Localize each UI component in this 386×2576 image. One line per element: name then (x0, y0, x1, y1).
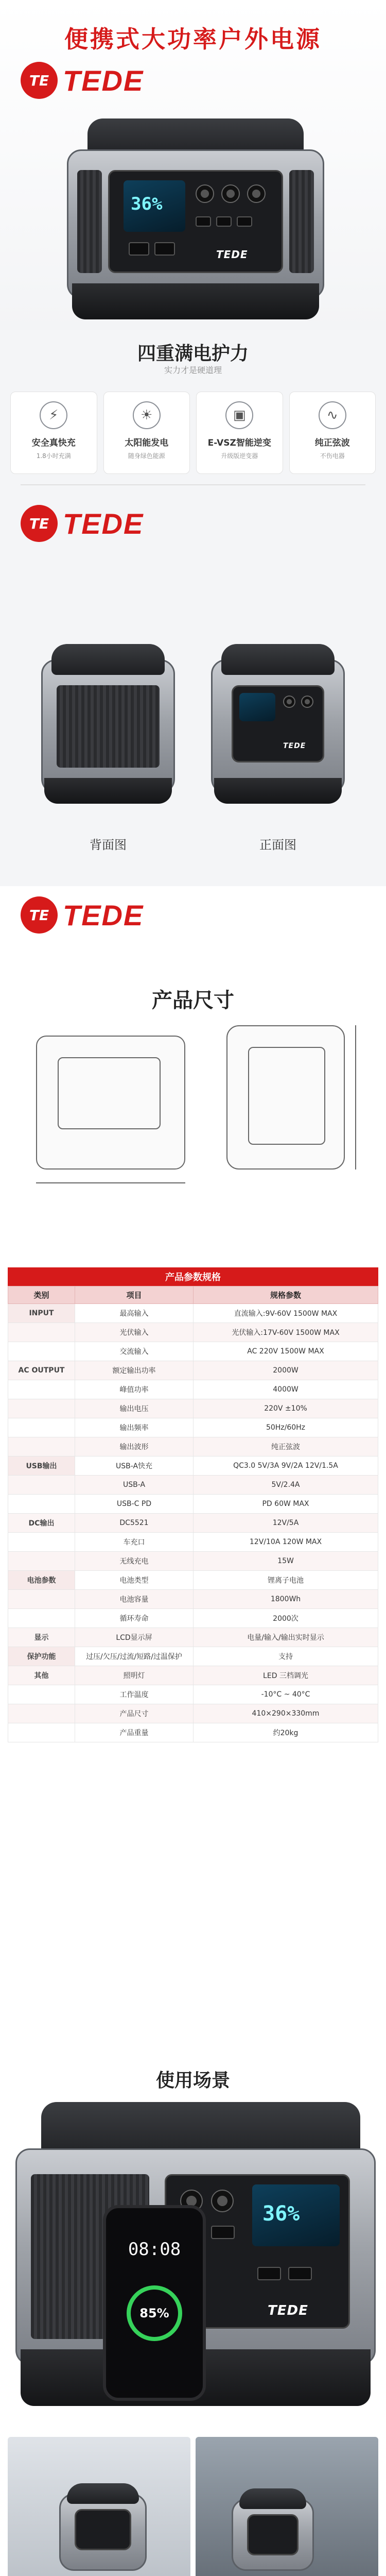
spec-category: DC输出 (8, 1514, 75, 1533)
brand-word: TEDE (63, 64, 144, 97)
spec-row (8, 1342, 378, 1361)
width-dimension-line (36, 1182, 185, 1183)
feature-name: 安全真快充 (31, 438, 76, 448)
spec-value: 50Hz/60Hz (194, 1418, 378, 1437)
device-brand-text: TEDE (283, 742, 306, 750)
spec-row (8, 1590, 378, 1609)
spec-value: 电量/输入/输出实时显示 (194, 1628, 378, 1647)
spec-row (8, 1399, 378, 1418)
spec-item: LCD显示屏 (75, 1628, 194, 1647)
spec-row (8, 1380, 378, 1399)
height-dimension-line (355, 1025, 356, 1170)
spec-item: 产品尺寸 (75, 1704, 194, 1723)
spec-value: -10°C ~ 40°C (194, 1685, 378, 1704)
spec-category (8, 1609, 75, 1628)
spec-row (8, 1704, 378, 1723)
spec-value: 1800Wh (194, 1590, 378, 1609)
spec-category: 保护功能 (8, 1647, 75, 1666)
spec-item: 产品重量 (75, 1723, 194, 1742)
spec-item: 无线充电 (75, 1552, 194, 1571)
spec-category (8, 1399, 75, 1418)
back-view-image (31, 639, 185, 824)
spec-value: 2000次 (194, 1609, 378, 1628)
size-section (0, 886, 386, 1267)
spec-row (8, 1647, 378, 1666)
spec-value: 支持 (194, 1647, 378, 1666)
spec-row (8, 1304, 378, 1323)
chip-icon: ▣ (225, 401, 253, 429)
spec-item: 峰值功率 (75, 1380, 194, 1399)
spec-category: AC OUTPUT (8, 1361, 75, 1380)
scene-screen-value: 36% (262, 2202, 300, 2226)
hero-screen-value: 36% (131, 194, 163, 214)
spec-row (8, 1571, 378, 1590)
phone-image (103, 2205, 206, 2401)
spec-table (8, 1286, 378, 1742)
brand-logo (21, 896, 144, 934)
spec-value: 15W (194, 1552, 378, 1571)
spec-category: 显示 (8, 1628, 75, 1647)
spec-value: 纯正弦波 (194, 1437, 378, 1456)
spec-item: 过压/欠压/过流/短路/过温保护 (75, 1647, 194, 1666)
spec-row (8, 1361, 378, 1380)
spec-category (8, 1342, 75, 1361)
spec-row (8, 1609, 378, 1628)
spec-row (8, 1685, 378, 1704)
spec-category (8, 1533, 75, 1552)
charge-ring: 85% (127, 2285, 182, 2341)
spec-header: 产品参数规格 (8, 1267, 378, 1286)
brand-word: TEDE (63, 899, 144, 931)
spec-value: QC3.0 5V/3A 9V/2A 12V/1.5A (194, 1456, 378, 1476)
spec-category: 其他 (8, 1666, 75, 1685)
spec-row (8, 1476, 378, 1495)
feature-card (103, 392, 190, 474)
brand-mark: TE (21, 505, 58, 542)
spec-category (8, 1685, 75, 1704)
spec-value: 410×290×330mm (194, 1704, 378, 1723)
spec-value: 4000W (194, 1380, 378, 1399)
car-charging-photo (196, 2437, 378, 2576)
spec-col-category: 类别 (8, 1286, 75, 1304)
brand-mark: TE (21, 896, 58, 934)
spec-item: 交流输入 (75, 1342, 194, 1361)
feature-desc: 不伤电器 (320, 452, 345, 460)
spec-item: USB-A快充 (75, 1456, 194, 1476)
feature-desc: 1.8小时充满 (36, 452, 71, 460)
spec-category (8, 1590, 75, 1609)
spec-row (8, 1437, 378, 1456)
feature-name: 纯正弦波 (314, 438, 350, 448)
spec-row (8, 1552, 378, 1571)
spec-value: 2000W (194, 1361, 378, 1380)
spec-value: PD 60W MAX (194, 1495, 378, 1514)
spec-category (8, 1495, 75, 1514)
brand-logo (21, 505, 144, 542)
spec-item: 最高输入 (75, 1304, 194, 1323)
spec-col-value: 规格参数 (194, 1286, 378, 1304)
features-title: 四重满电护力 (137, 343, 249, 364)
charging-modes-section (0, 2432, 386, 2576)
feature-desc: 升级版逆变器 (221, 452, 258, 460)
spec-value: 12V/5A (194, 1514, 378, 1533)
spec-item: 电池容量 (75, 1590, 194, 1609)
spec-item: USB-C PD (75, 1495, 194, 1514)
hero-device-image (67, 118, 324, 319)
feature-desc: 随身绿色能源 (128, 452, 165, 460)
front-sketch (36, 1036, 185, 1170)
spec-category: INPUT (8, 1304, 75, 1323)
spec-item: 电池类型 (75, 1571, 194, 1590)
device-brand-text: TEDE (216, 248, 248, 261)
hero-section (0, 0, 386, 330)
spec-item: 额定输出功率 (75, 1361, 194, 1380)
spec-row (8, 1533, 378, 1552)
spec-row (8, 1514, 378, 1533)
feature-card (289, 392, 376, 474)
spec-value: LED 三档调光 (194, 1666, 378, 1685)
scene-section (0, 2061, 386, 2432)
brand-word: TEDE (63, 507, 144, 540)
spec-item: 循环寿命 (75, 1609, 194, 1628)
hero-title: 便携式大功率户外电源 (64, 25, 322, 53)
features-subtitle: 实力才是硬道理 (164, 365, 222, 375)
spec-category (8, 1476, 75, 1495)
spec-row (8, 1723, 378, 1742)
spec-category (8, 1723, 75, 1742)
spec-value: 锂离子电池 (194, 1571, 378, 1590)
feature-name: E-VSZ智能逆变 (207, 438, 271, 448)
features-section (0, 330, 386, 629)
spec-item: 光伏输入 (75, 1323, 194, 1342)
spec-row (8, 1418, 378, 1437)
front-view-label: 正面图 (259, 838, 296, 852)
spec-value: 约20kg (194, 1723, 378, 1742)
spec-row (8, 1666, 378, 1685)
spec-item: 输出电压 (75, 1399, 194, 1418)
side-sketch (226, 1025, 345, 1170)
wave-icon: ∿ (319, 401, 346, 429)
spec-row (8, 1456, 378, 1476)
feature-name: 太阳能发电 (125, 438, 169, 448)
back-view-label: 背面图 (90, 838, 127, 852)
front-view-image (201, 639, 355, 824)
spec-category (8, 1380, 75, 1399)
sun-icon: ☀ (133, 401, 161, 429)
spec-item: 照明灯 (75, 1666, 194, 1685)
spec-category: 电池参数 (8, 1571, 75, 1590)
phone-time: 08:08 (128, 2239, 181, 2260)
spec-category: USB输出 (8, 1456, 75, 1476)
size-title: 产品尺寸 (152, 989, 234, 1012)
spec-item: DC5521 (75, 1514, 194, 1533)
spec-row (8, 1323, 378, 1342)
spec-category (8, 1704, 75, 1723)
spec-section (0, 1267, 386, 2061)
spec-value: 220V ±10% (194, 1399, 378, 1418)
spec-item: 输出波形 (75, 1437, 194, 1456)
mains-charging-photo (8, 2437, 190, 2576)
spec-category (8, 1323, 75, 1342)
spec-value: 5V/2.4A (194, 1476, 378, 1495)
views-section (0, 629, 386, 886)
feature-card (196, 392, 283, 474)
spec-category (8, 1418, 75, 1437)
spec-category (8, 1552, 75, 1571)
scene-title: 使用场景 (155, 2070, 230, 2091)
spec-row (8, 1628, 378, 1647)
spec-item: 工作温度 (75, 1685, 194, 1704)
spec-value: 光伏输入:17V-60V 1500W MAX (194, 1323, 378, 1342)
spec-row (8, 1495, 378, 1514)
spec-item: 输出频率 (75, 1418, 194, 1437)
brand-logo (21, 62, 144, 99)
brand-mark: TE (21, 62, 58, 99)
divider (21, 484, 365, 485)
features-row (10, 392, 376, 474)
spec-category (8, 1437, 75, 1456)
spec-item: USB-A (75, 1476, 194, 1495)
spec-item: 车充口 (75, 1533, 194, 1552)
spec-col-item: 项目 (75, 1286, 194, 1304)
lightning-icon: ⚡ (40, 401, 67, 429)
device-brand-text: TEDE (268, 2303, 308, 2318)
spec-value: 直流输入:9V-60V 1500W MAX (194, 1304, 378, 1323)
spec-value: AC 220V 1500W MAX (194, 1342, 378, 1361)
spec-value: 12V/10A 120W MAX (194, 1533, 378, 1552)
feature-card (10, 392, 97, 474)
